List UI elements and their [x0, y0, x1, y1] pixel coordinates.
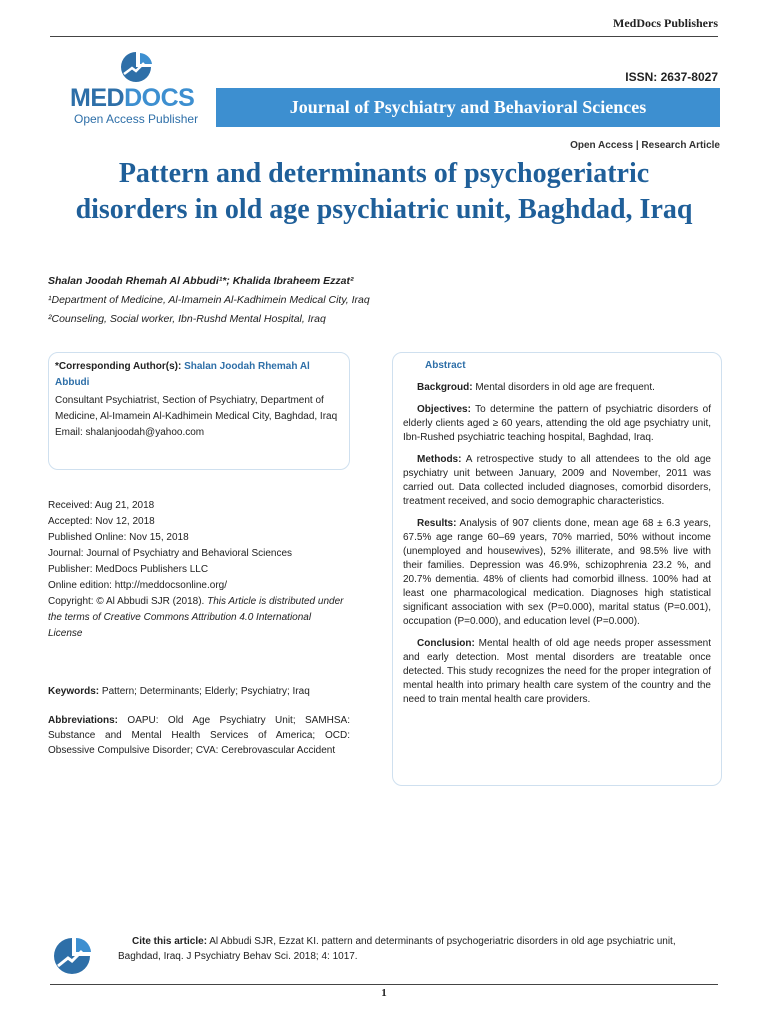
abstract-background: Backgroud: Mental disorders in old age are frequent.: [417, 382, 655, 393]
publisher-name-header: MedDocs Publishers: [613, 16, 718, 30]
license-text: This Article is distributed under the terms of Creative Commons Attribution 4.0 International License: [48, 596, 344, 639]
abbreviations: Abbreviations: OAPU: Old Age Psychiatry Unit; SAMHSA: Substance and Mental Health Services of America; OCD: Obsessive Compulsive Disorder; CVA: Cerebrovascular Accident: [48, 715, 351, 756]
logo-tagline: Open Access Publisher: [74, 112, 199, 126]
publisher-line: Publisher: MedDocs Publishers LLC: [48, 564, 209, 575]
logo-wordmark: MEDDOCS: [70, 84, 195, 112]
corresponding-author-name: Shalan Joodah Rhemah Al Abbudi: [55, 361, 310, 388]
online-edition-link[interactable]: Online edition: http://meddocsonline.org/: [48, 580, 227, 591]
keywords: Keywords: Pattern; Determinants; Elderly; Psychiatry; Iraq: [48, 686, 310, 697]
abstract-conclusion: Conclusion: Mental health of old age needs proper assessment and early detection. Most mental disorders are treatable once detected. This study recognizes the need for the proper integration of mental health into primary health care system of the country and the need to train mental health care providers.: [403, 638, 711, 705]
published-date: Published Online: Nov 15, 2018: [48, 532, 189, 543]
abstract-box: [392, 352, 722, 786]
abstract-methods: Methods: A retrospective study to all attendees to the old age psychiatry unit between January, 2009 and November, 2011 was carried out. Data collected included diagnoses, comorbid disorders, treatment received, and socio demographic characteristics.: [403, 454, 711, 507]
received-date: Received: Aug 21, 2018: [48, 500, 155, 511]
article-metadata: [48, 498, 348, 642]
abstract-title: Abstract: [425, 360, 466, 371]
meddocs-logo-icon: [116, 50, 156, 84]
abstract-objectives: Objectives: To determine the pattern of psychiatric disorders of elderly clients aged ≥ 60 years, attending the old age psychiatry unit, Ibn-Rushed psychiatric teaching hospital, Baghdad, Iraq.: [403, 404, 711, 443]
journal-line: Journal: Journal of Psychiatry and Behavioral Sciences: [48, 548, 293, 559]
meddocs-logo: [66, 50, 211, 130]
copyright-notice: Copyright: © Al Abbudi SJR (2018). This Article is distributed under the terms of Creative Commons Attribution 4.0 International License: [48, 596, 344, 639]
affiliation-2: ²Counseling, Social worker, Ibn-Rushd Mental Hospital, Iraq: [48, 313, 326, 325]
citation: Cite this article: Al Abbudi SJR, Ezzat KI. pattern and determinants of psychogeriatric disorders in old age psychiatric unit, Baghdad, Iraq. J Psychiatry Behav Sci. 2018; 4: 1017.: [118, 936, 676, 962]
top-divider: [50, 36, 718, 37]
abstract-results: Results: Analysis of 907 clients done, mean age 68 ± 6.3 years, 67.5% age range 60–69 years, 70% married, 50% without income (unemployed and housewives), 52% illiterate, and 98.5% live with their families. Depression was 46.9%, schizophrenia 23.2 %, and 20.7% dementia. 48% of clients had comorbid illness. 100% had at least one pharmacological medication. Diagnoses high statistical significant association with sex (P=0.000), marital status (P=0.001), occupation (P=0.000), and education level (P=0.000).: [403, 518, 711, 627]
page-number: 1: [381, 987, 387, 999]
meddocs-footer-logo-icon: [50, 934, 96, 980]
affiliation-1: ¹Department of Medicine, Al-Imamein Al-Kadhimein Medical City, Iraq: [48, 294, 370, 306]
article-type: Open Access | Research Article: [570, 140, 720, 151]
corresponding-author-box: [48, 352, 350, 470]
authors: Shalan Joodah Rhemah Al Abbudi¹*; Khalida Ibraheem Ezzat²: [48, 275, 354, 287]
corresponding-author-email[interactable]: Email: shalanjoodah@yahoo.com: [55, 427, 205, 438]
journal-name: Journal of Psychiatry and Behavioral Sciences: [289, 97, 647, 117]
corresponding-author-affiliation: Consultant Psychiatrist, Section of Psychiatry, Department of Medicine, Al-Imamein Al-Kadhimein Medical City, Baghdad, Iraq: [55, 395, 338, 422]
accepted-date: Accepted: Nov 12, 2018: [48, 516, 155, 527]
corresponding-author-heading: *Corresponding Author(s): Shalan Joodah Rhemah Al Abbudi: [55, 361, 310, 388]
issn: ISSN: 2637-8027: [625, 70, 718, 84]
bottom-divider: [50, 984, 718, 985]
journal-banner: [216, 88, 720, 127]
article-title: Pattern and determinants of psychogeriatric disorders in old age psychiatric unit, Baghdad, Iraq: [75, 158, 693, 225]
